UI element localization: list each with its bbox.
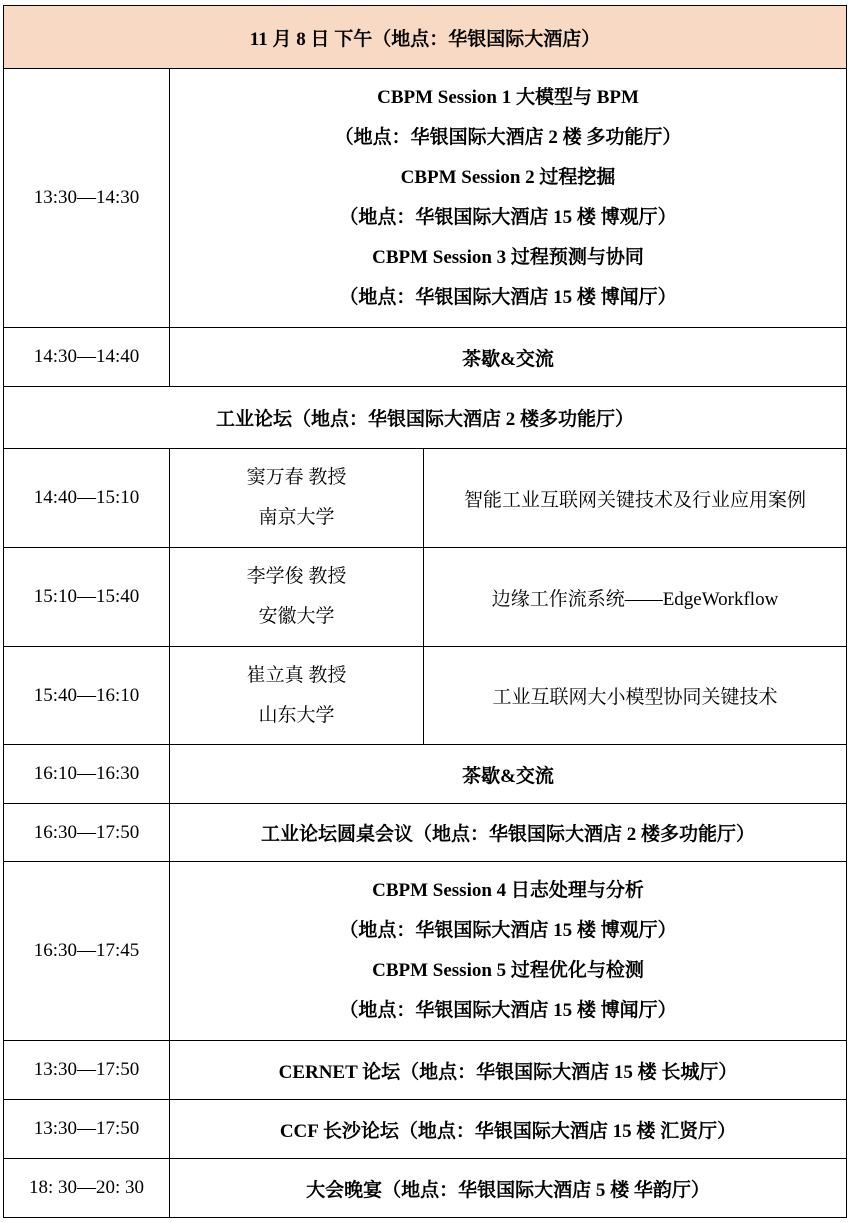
speaker-name: 李学俊 教授: [246, 566, 347, 587]
speaker-affiliation: 南京大学: [258, 507, 335, 528]
table-row: [4, 548, 847, 647]
table-row: [4, 1041, 847, 1100]
table-row: [4, 69, 847, 328]
session-title: CBPM Session 2 过程挖掘: [400, 167, 616, 188]
table-row: [4, 745, 847, 804]
session-location: （地点：华银国际大酒店 15 楼 博闻厅）: [339, 287, 677, 308]
session-location: （地点：华银国际大酒店 15 楼 博观厅）: [339, 920, 677, 941]
talk-title: 边缘工作流系统——EdgeWorkflow: [424, 548, 847, 647]
time-cell: 14:30—14:40: [4, 328, 170, 387]
session-location: （地点：华银国际大酒店 2 楼 多功能厅）: [334, 127, 682, 148]
talk-title: 工业互联网大小模型协同关键技术: [424, 647, 847, 745]
banquet-label: 大会晚宴（地点：华银国际大酒店 5 楼 华韵厅）: [170, 1159, 847, 1218]
session-list: [170, 862, 847, 1041]
session-list: [170, 69, 847, 328]
time-cell: 15:40—16:10: [4, 647, 170, 745]
speaker-name: 窦万春 教授: [246, 467, 347, 488]
time-cell: 15:10—15:40: [4, 548, 170, 647]
session-title: CBPM Session 4 日志处理与分析: [372, 880, 644, 901]
table-row: [4, 328, 847, 387]
talk-title: 智能工业互联网关键技术及行业应用案例: [424, 449, 847, 548]
session-location: （地点：华银国际大酒店 15 楼 博观厅）: [339, 207, 677, 228]
roundtable-label: 工业论坛圆桌会议（地点：华银国际大酒店 2 楼多功能厅）: [170, 804, 847, 862]
time-cell: 13:30—17:50: [4, 1041, 170, 1100]
speaker-cell: [170, 647, 424, 745]
break-label: 茶歇&交流: [170, 745, 847, 804]
schedule-table: [3, 5, 847, 1218]
schedule-header: 11 月 8 日 下午（地点：华银国际大酒店）: [4, 6, 847, 69]
speaker-affiliation: 安徽大学: [258, 606, 335, 627]
table-row: [4, 387, 847, 449]
cernet-forum-label: CERNET 论坛（地点：华银国际大酒店 15 楼 长城厅）: [170, 1041, 847, 1100]
speaker-name: 崔立真 教授: [246, 664, 347, 686]
time-cell: 13:30—17:50: [4, 1100, 170, 1159]
session-title: CBPM Session 1 大模型与 BPM: [377, 87, 639, 108]
time-cell: 16:10—16:30: [4, 745, 170, 804]
table-row: [4, 804, 847, 862]
speaker-affiliation: 山东大学: [258, 704, 335, 726]
session-location: （地点：华银国际大酒店 15 楼 博闻厅）: [339, 1000, 677, 1021]
table-row: [4, 647, 847, 745]
time-cell: 13:30—14:30: [4, 69, 170, 328]
time-cell: 16:30—17:50: [4, 804, 170, 862]
table-row: [4, 1100, 847, 1159]
table-row: [4, 862, 847, 1041]
table-row: [4, 449, 847, 548]
speaker-cell: [170, 449, 424, 548]
time-cell: 14:40—15:10: [4, 449, 170, 548]
ccf-forum-label: CCF 长沙论坛（地点：华银国际大酒店 15 楼 汇贤厅）: [170, 1100, 847, 1159]
industry-forum-title: 工业论坛（地点：华银国际大酒店 2 楼多功能厅）: [4, 387, 847, 449]
header-row: [4, 6, 847, 69]
speaker-cell: [170, 548, 424, 647]
break-label: 茶歇&交流: [170, 328, 847, 387]
table-row: [4, 1159, 847, 1218]
time-cell: 18: 30—20: 30: [4, 1159, 170, 1218]
session-title: CBPM Session 3 过程预测与协同: [372, 247, 644, 268]
time-cell: 16:30—17:45: [4, 862, 170, 1041]
session-title: CBPM Session 5 过程优化与检测: [372, 960, 644, 981]
